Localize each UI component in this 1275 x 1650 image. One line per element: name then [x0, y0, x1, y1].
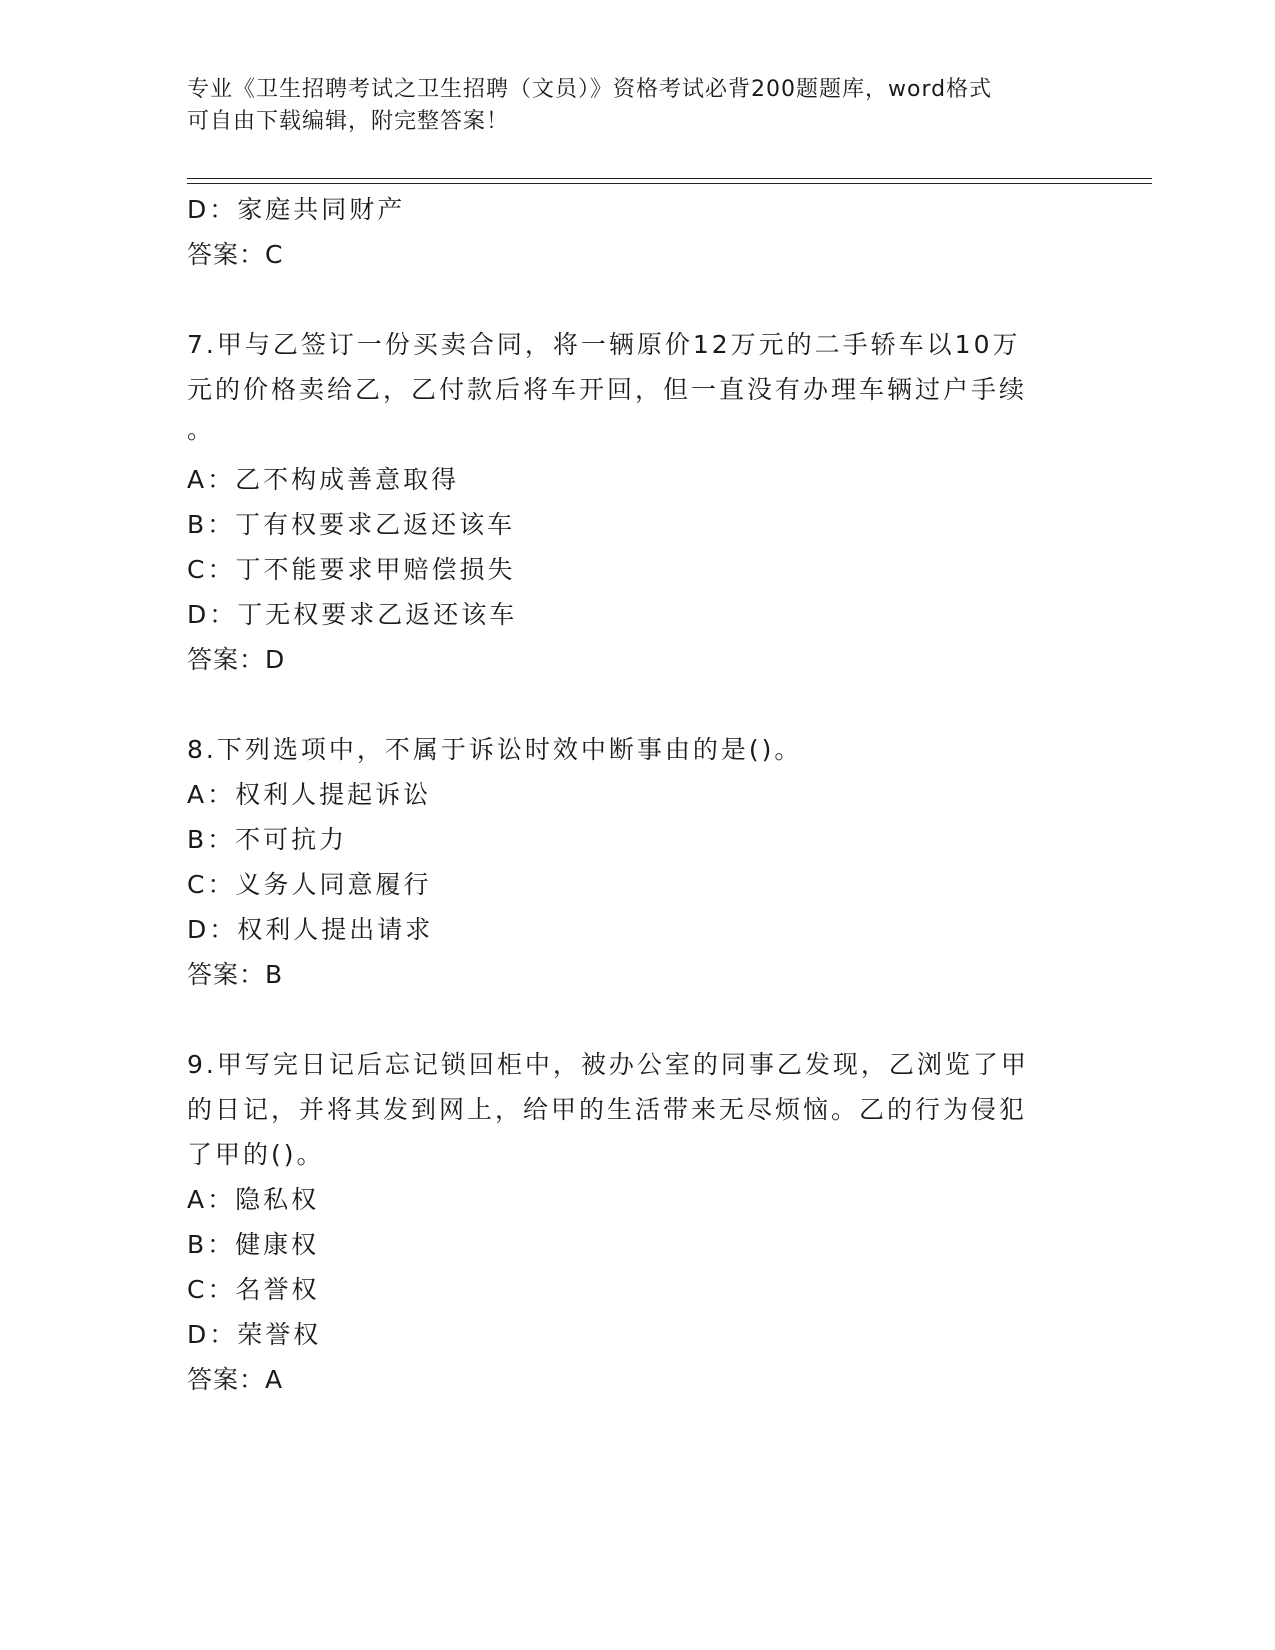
q7-option-a: A：乙不构成善意取得: [187, 465, 460, 494]
q9-text-line-2: 的日记，并将其发到网上，给甲的生活带来无尽烦恼。乙的行为侵犯: [187, 1095, 1028, 1124]
q7-text-line-2: 元的价格卖给乙，乙付款后将车开回，但一直没有办理车辆过户手续: [187, 375, 1028, 404]
q7-text-line-3: 。: [187, 415, 216, 444]
q7-option-c: C：丁不能要求甲赔偿损失: [187, 555, 516, 584]
q8-option-d: D：权利人提出请求: [187, 915, 434, 944]
q8-option-b: B：不可抗力: [187, 825, 348, 854]
q8-option-c: C：义务人同意履行: [187, 870, 432, 899]
header-divider-top: [187, 178, 1152, 179]
header-divider-bottom: [187, 183, 1152, 184]
q7-text-line-1: 7.甲与乙签订一份买卖合同，将一辆原价12万元的二手轿车以10万: [187, 330, 1021, 359]
document-header: [187, 74, 1067, 138]
q6-option-d: D：家庭共同财产: [187, 195, 406, 224]
q8-text-line-1: 8.下列选项中，不属于诉讼时效中断事由的是()。: [187, 735, 803, 764]
q9-text-line-3: 了甲的()。: [187, 1140, 325, 1169]
q6-answer: 答案：C: [187, 240, 284, 269]
q9-answer: 答案：A: [187, 1365, 284, 1394]
q7-option-b: B：丁有权要求乙返还该车: [187, 510, 516, 539]
q8-option-a: A：权利人提起诉讼: [187, 780, 432, 809]
q7-answer: 答案：D: [187, 645, 286, 674]
q9-option-a: A：隐私权: [187, 1185, 320, 1214]
q9-option-b: B：健康权: [187, 1230, 320, 1259]
header-line-1: 专业《卫生招聘考试之卫生招聘（文员）》资格考试必背200题题库，word格式: [187, 77, 993, 102]
q8-answer: 答案：B: [187, 960, 284, 989]
q9-option-d: D：荣誉权: [187, 1320, 322, 1349]
header-line-2: 可自由下载编辑，附完整答案！: [187, 109, 510, 134]
q7-option-d: D：丁无权要求乙返还该车: [187, 600, 518, 629]
q9-text-line-1: 9.甲写完日记后忘记锁回柜中，被办公室的同事乙发现，乙浏览了甲: [187, 1050, 1029, 1079]
q9-option-c: C：名誉权: [187, 1275, 320, 1304]
